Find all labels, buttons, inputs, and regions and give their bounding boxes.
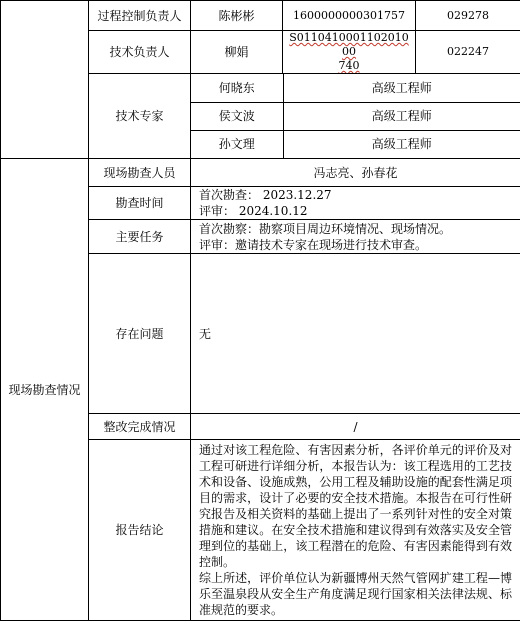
tech-owner-label: 技术负责人 <box>89 31 191 74</box>
tech-owner-cert-line1: S011041000110201000 <box>287 31 411 59</box>
survey-time-first: 首次勘查： 2023.12.27 <box>199 187 516 203</box>
survey-time-label: 勘查时间 <box>89 187 191 220</box>
process-owner-code: 029278 <box>416 1 520 31</box>
issues-label: 存在问题 <box>89 254 191 414</box>
rectify-value: / <box>191 414 520 440</box>
tasks-label: 主要任务 <box>89 220 191 254</box>
conclusion-label: 报告结论 <box>89 440 191 621</box>
survey-section-label: 现场勘查情况 <box>1 159 89 621</box>
tech-owner-cert <box>283 31 416 74</box>
experts-cell <box>191 74 520 159</box>
issues-value: 无 <box>191 254 520 414</box>
blank-left-top <box>1 1 89 159</box>
conclusion-paragraph-2: 综上所述，评价单位认为新疆博州天然气管网扩建工程—博乐至温泉段从安全生产角度满足现行国家相关法律法规、标准规范的要求。 <box>199 570 512 618</box>
task-review: 评审：邀请技术专家在现场进行技术审查。 <box>199 237 516 253</box>
expert-title: 高级工程师 <box>283 130 520 158</box>
inspectors-value: 冯志亮、孙春花 <box>191 159 520 187</box>
experts-label: 技术专家 <box>89 74 191 159</box>
conclusion-value <box>191 440 520 621</box>
expert-row <box>191 102 520 130</box>
expert-row <box>191 130 520 158</box>
inspectors-label: 现场勘查人员 <box>89 159 191 187</box>
rectify-label: 整改完成情况 <box>89 414 191 440</box>
process-owner-name: 陈彬彬 <box>191 1 283 31</box>
process-owner-label: 过程控制负责人 <box>89 1 191 31</box>
task-first: 首次勘察：勘察项目周边环境情况、现场情况。 <box>199 221 516 237</box>
process-owner-cert: 1600000000301757 <box>283 1 416 31</box>
conclusion-paragraph-1: 通过对该工程危险、有害因素分析，各评价单元的评价及对工程可研进行详细分析，本报告认为：该工程选用的工艺技术和设备、设施成熟，公用工程及辅助设施的配套性满足项目的需求，设计了必要的安全技术措施。本报告在可行性研究报告及相关资料的基础上提出了一系列针对性的安全对策措施和建议。在安全技术措施和建议得到有效落实及安全管理到位的基础上，该工程潜在的危险、有害因素能得到有效控制。 <box>199 442 512 570</box>
tech-owner-cert-line2: 740 <box>287 59 411 73</box>
tasks-value <box>191 220 520 254</box>
tech-owner-name: 柳娟 <box>191 31 283 74</box>
expert-title: 高级工程师 <box>283 74 520 102</box>
expert-row <box>191 74 520 102</box>
inspectors-row <box>1 159 520 187</box>
process-owner-row <box>1 1 520 31</box>
expert-name: 孙文理 <box>191 130 283 158</box>
expert-title: 高级工程师 <box>283 102 520 130</box>
expert-name: 何晓东 <box>191 74 283 102</box>
expert-name: 侯文波 <box>191 102 283 130</box>
survey-time-value <box>191 187 520 220</box>
tech-owner-code: 022247 <box>416 31 520 74</box>
survey-time-review: 评审： 2024.10.12 <box>199 203 516 219</box>
experts-subtable <box>191 74 520 158</box>
